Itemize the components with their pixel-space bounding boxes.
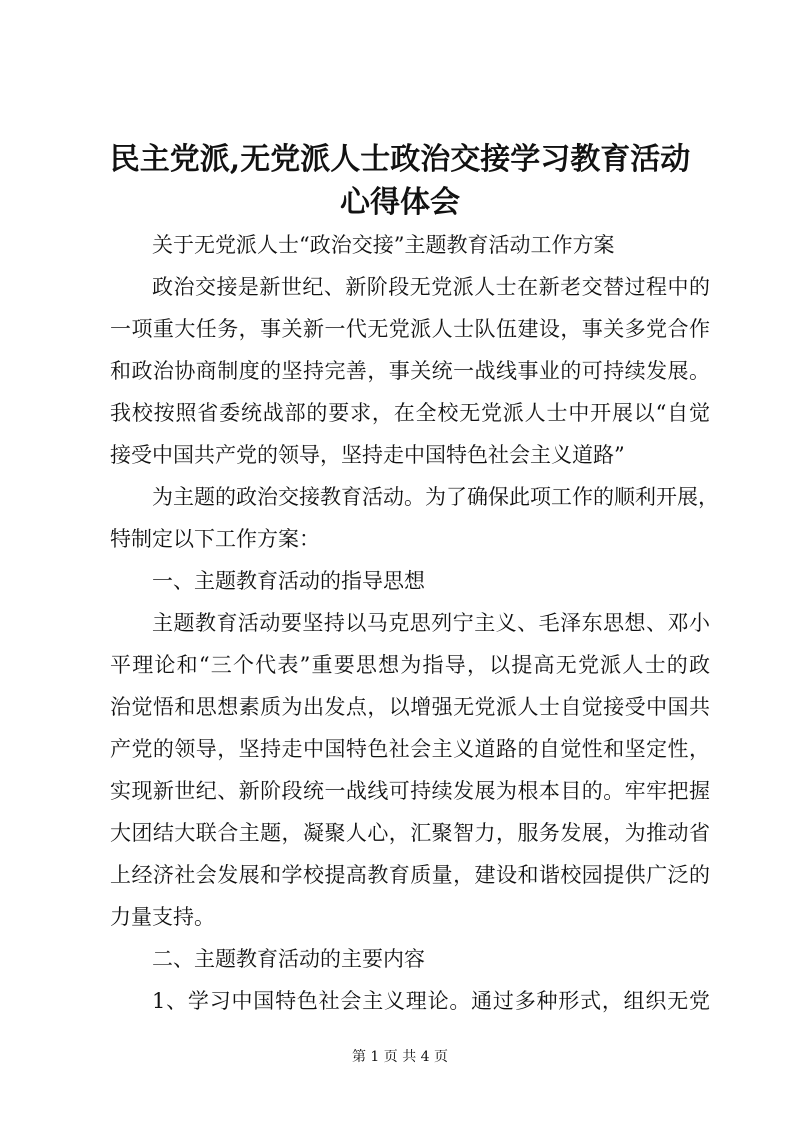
section-heading-2: 二、主题教育活动的主要内容 xyxy=(152,947,425,971)
paragraph-line: 和政治协商制度的坚持完善，事关统一战线事业的可持续发展。 xyxy=(110,359,710,383)
paragraph-line: 1、学习中国特色社会主义理论。通过多种形式，组织无党 xyxy=(152,989,710,1013)
document-title-line-2: 心得体会 xyxy=(340,185,460,220)
paragraph-line: 平理论和“三个代表”重要思想为指导，以提高无党派人士的政 xyxy=(110,653,710,677)
paragraph-line: 上经济社会发展和学校提高教育质量，建设和谐校园提供广泛的 xyxy=(110,863,710,887)
paragraph-line: 特制定以下工作方案： xyxy=(110,527,320,551)
paragraph-line: 大团结大联合主题，凝聚人心，汇聚智力，服务发展，为推动省 xyxy=(110,821,710,845)
paragraph-line: 一项重大任务，事关新一代无党派人士队伍建设，事关多党合作 xyxy=(110,317,710,341)
section-heading-1: 一、主题教育活动的指导思想 xyxy=(152,569,425,593)
paragraph-line: 产党的领导，坚持走中国特色社会主义道路的自觉性和坚定性， xyxy=(110,737,710,761)
document-title-line-1: 民主党派,无党派人士政治交接学习教育活动 xyxy=(109,142,691,177)
paragraph-line: 政治交接是新世纪、新阶段无党派人士在新老交替过程中的 xyxy=(152,275,710,299)
paragraph-heading-plan: 关于无党派人士“政治交接”主题教育活动工作方案 xyxy=(152,233,615,257)
page-footer: 第 1 页 共 4 页 xyxy=(351,1049,449,1065)
paragraph-line: 力量支持。 xyxy=(110,905,215,929)
paragraph-line: 接受中国共产党的领导，坚持走中国特色社会主义道路” xyxy=(110,443,625,467)
paragraph-line: 实现新世纪、新阶段统一战线可持续发展为根本目的。牢牢把握 xyxy=(110,779,710,803)
paragraph-line: 主题教育活动要坚持以马克思列宁主义、毛泽东思想、邓小 xyxy=(152,611,710,635)
paragraph-line: 我校按照省委统战部的要求，在全校无党派人士中开展以“自觉 xyxy=(110,401,710,425)
paragraph-line: 为主题的政治交接教育活动。为了确保此项工作的顺利开展， xyxy=(152,485,719,509)
paragraph-line: 治觉悟和思想素质为出发点，以增强无党派人士自觉接受中国共 xyxy=(110,695,710,719)
